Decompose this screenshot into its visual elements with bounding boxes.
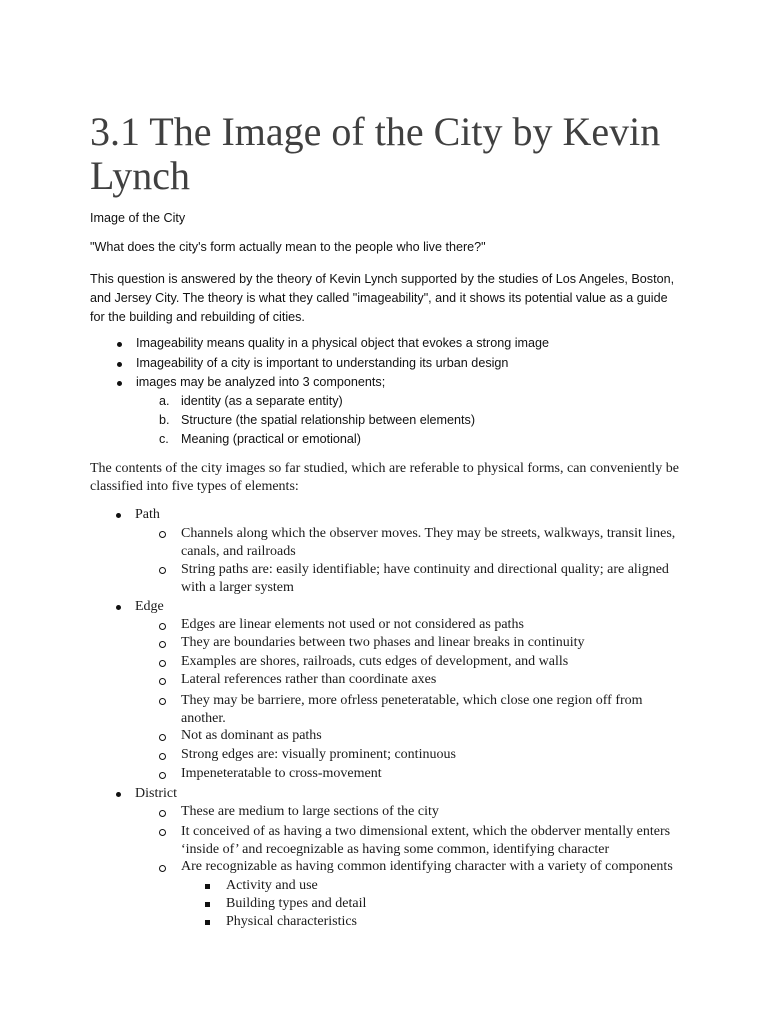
list-item: They are boundaries between two phases and linear breaks in continuity	[181, 635, 585, 650]
bullet-marker	[116, 605, 121, 610]
list-item: Activity and use	[226, 878, 318, 893]
list-item: images may be analyzed into 3 components;	[136, 375, 386, 389]
elements-intro: The contents of the city images so far studied, which are referable to physical forms, can conveniently be classified into five types of elements:	[90, 461, 679, 494]
list-marker: a.	[159, 394, 170, 408]
list-item: Physical characteristics	[226, 914, 358, 929]
list-item: Structure (the spatial relationship between elements)	[181, 413, 476, 427]
bullet-marker	[117, 342, 122, 347]
element-edge: Edge	[135, 599, 164, 614]
square-marker	[205, 902, 210, 907]
list-item: identity (as a separate entity)	[181, 394, 343, 408]
list-item: Edges are linear elements not used or not considered as paths	[181, 617, 524, 632]
list-item: Channels along which the observer moves. They may be streets, walkways, transit lines, canals, and railroads	[181, 526, 676, 559]
bullet-marker	[116, 792, 121, 797]
list-item: Impeneteratable to cross-movement	[181, 766, 382, 781]
circle-marker	[159, 865, 166, 872]
circle-marker	[159, 678, 166, 685]
list-marker: b.	[159, 413, 170, 427]
circle-marker	[159, 660, 166, 667]
bullet-marker	[116, 513, 121, 518]
list-item: Meaning (practical or emotional)	[181, 432, 361, 446]
circle-marker	[159, 698, 166, 705]
list-item: It conceived of as having a two dimensional extent, which the obderver mentally enters ‘inside of’ and recoegnizable as having some common, identifying character	[181, 824, 671, 857]
list-item: Imageability means quality in a physical object that evokes a strong image	[136, 336, 550, 350]
square-marker	[205, 920, 210, 925]
circle-marker	[159, 567, 166, 574]
square-marker	[205, 884, 210, 889]
list-item: Imageability of a city is important to understanding its urban design	[136, 356, 509, 370]
list-item: String paths are: easily identifiable; have continuity and directional quality; are aligned with a larger system	[181, 562, 669, 595]
question-quote: "What does the city's form actually mean to the people who live there?"	[90, 240, 486, 254]
list-item: These are medium to large sections of the city	[181, 804, 439, 819]
list-item: Not as dominant as paths	[181, 728, 322, 743]
bullet-marker	[117, 381, 122, 386]
circle-marker	[159, 623, 166, 630]
list-item: Lateral references rather than coordinate axes	[181, 672, 437, 687]
list-item: Examples are shores, railroads, cuts edges of development, and walls	[181, 654, 569, 669]
circle-marker	[159, 753, 166, 760]
element-district: District	[135, 786, 177, 801]
circle-marker	[159, 641, 166, 648]
list-item: They may be barriere, more ofrless peneteratable, which close one region off from another.	[181, 693, 643, 726]
bullet-marker	[117, 362, 122, 367]
list-item: Are recognizable as having common identifying character with a variety of components	[181, 859, 673, 874]
intro-paragraph: This question is answered by the theory of Kevin Lynch supported by the studies of Los Angeles, Boston, and Jersey City. The theory is what they called "imageability", and it shows its potential value as a guide for the building and rebuilding of cities.	[90, 272, 675, 324]
circle-marker	[159, 772, 166, 779]
section-subheading: Image of the City	[90, 211, 186, 225]
circle-marker	[159, 734, 166, 741]
element-path: Path	[135, 507, 160, 522]
list-item: Strong edges are: visually prominent; continuous	[181, 747, 456, 762]
list-marker: c.	[159, 432, 169, 446]
list-item: Building types and detail	[226, 896, 367, 911]
circle-marker	[159, 829, 166, 836]
page-title: 3.1 The Image of the City by Kevin Lynch	[90, 109, 661, 198]
circle-marker	[159, 810, 166, 817]
circle-marker	[159, 531, 166, 538]
